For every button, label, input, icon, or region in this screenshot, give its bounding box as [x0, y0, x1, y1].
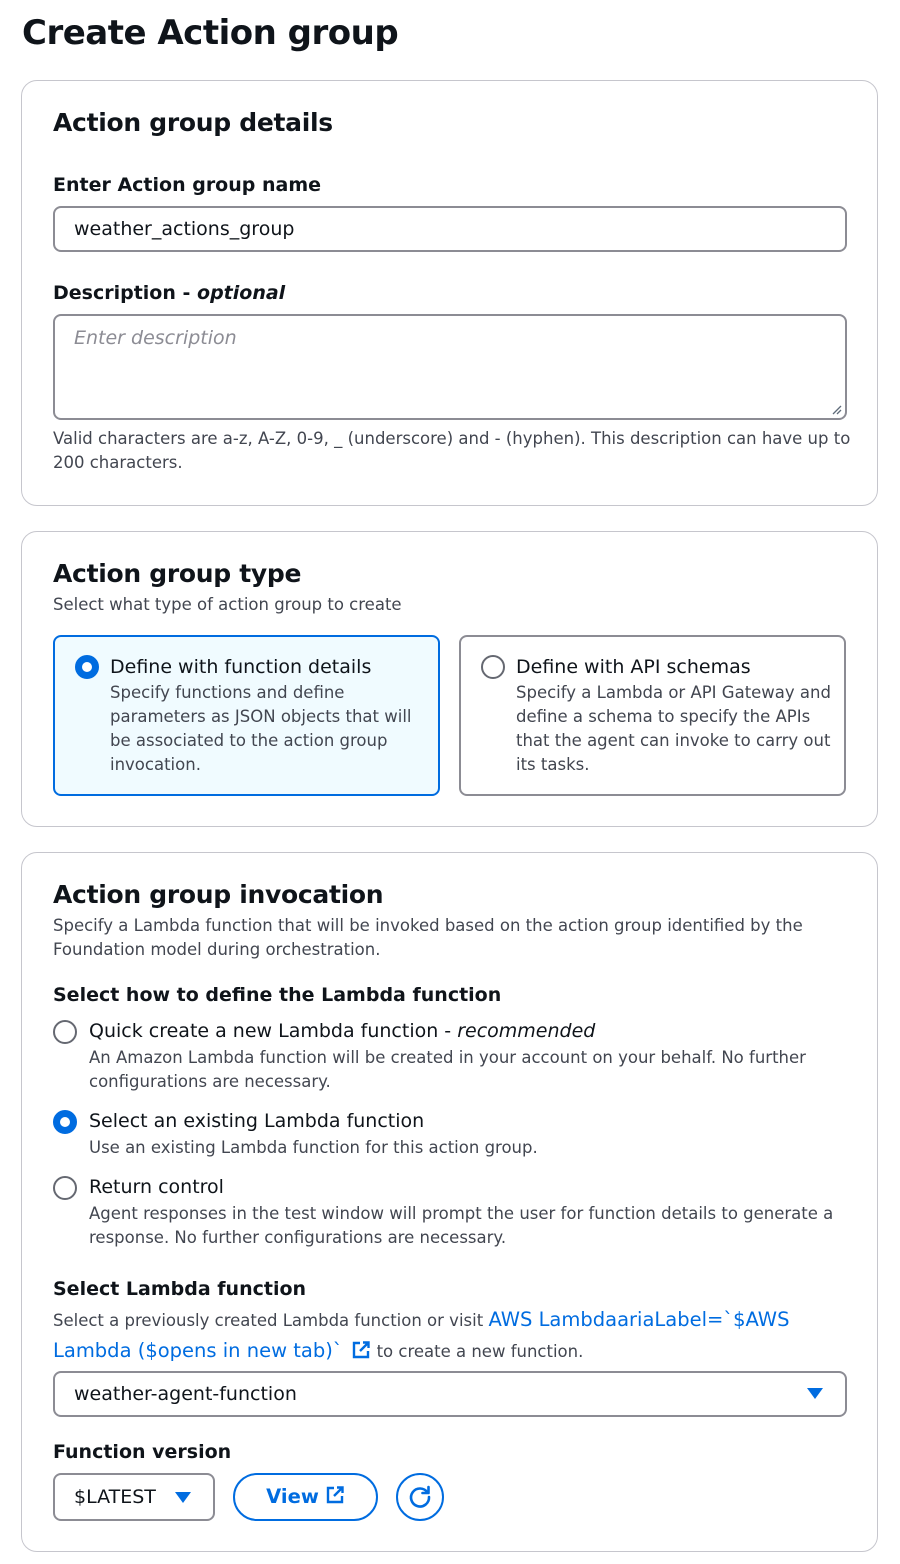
aws-lambda-link[interactable]: AWS LambdaariaLabel=`$AWS Lambda ($opens in new tab)`	[53, 1308, 790, 1362]
invocation-subtitle: Specify a Lambda function that will be invoked based on the action group identified by the Foundation model during orchestration.	[53, 916, 803, 959]
option-existing-lambda-desc: Use an existing Lambda function for this action group.	[89, 1138, 538, 1157]
refresh-button[interactable]	[396, 1473, 444, 1521]
radio-quick-create[interactable]	[53, 1020, 77, 1044]
tile-function-details-title: Define with function details	[110, 656, 372, 678]
caret-down-icon	[807, 1388, 823, 1399]
action-group-type-panel	[21, 531, 878, 827]
function-version-select[interactable]	[53, 1473, 215, 1521]
option-return-control-title[interactable]: Return control	[89, 1176, 224, 1198]
tile-api-schemas-desc: Specify a Lambda or API Gateway and define a schema to specify the APIs that the agent can invoke to carry out its tasks.	[516, 683, 831, 774]
lambda-function-select[interactable]	[53, 1371, 847, 1417]
option-existing-lambda-title[interactable]: Select an existing Lambda function	[89, 1110, 425, 1132]
define-lambda-label: Select how to define the Lambda function	[53, 984, 502, 1006]
option-quick-create-desc: An Amazon Lambda function will be created in your account on your behalf. No further configurations are necessary.	[89, 1048, 806, 1091]
view-button[interactable]: View	[233, 1473, 378, 1521]
tile-api-schemas-title: Define with API schemas	[516, 656, 751, 678]
action-group-invocation-panel	[21, 852, 878, 1552]
refresh-icon	[407, 1484, 433, 1510]
description-placeholder: Enter description	[74, 327, 237, 349]
option-quick-create-title[interactable]: Quick create a new Lambda function - recommended	[89, 1020, 596, 1042]
tile-function-details-desc: Specify functions and define parameters as JSON objects that will be associated to the action group invocation.	[110, 683, 412, 774]
resize-grip-icon[interactable]	[830, 403, 842, 415]
page-title: Create Action group	[22, 13, 399, 53]
select-lambda-label: Select Lambda function	[53, 1278, 307, 1300]
caret-down-icon	[175, 1492, 191, 1503]
radio-return-control[interactable]	[53, 1176, 77, 1200]
external-link-icon[interactable]	[351, 1340, 371, 1360]
type-heading: Action group type	[53, 559, 302, 588]
radio-existing-lambda[interactable]	[53, 1110, 77, 1134]
external-link-icon	[325, 1485, 345, 1505]
description-help-text: Valid characters are a-z, A-Z, 0-9, _ (underscore) and - (hyphen). This description can have up to 200 characters.	[53, 429, 851, 472]
action-group-name-input[interactable]: weather_actions_group	[53, 206, 847, 252]
option-return-control-desc: Agent responses in the test window will prompt the user for function details to generate a response. No further configurations are necessary.	[89, 1204, 834, 1247]
radio-api-schemas[interactable]	[481, 655, 505, 679]
type-subtitle: Select what type of action group to create	[53, 595, 402, 614]
invocation-heading: Action group invocation	[53, 880, 384, 909]
lambda-function-value: weather-agent-function	[74, 1383, 297, 1405]
description-textarea[interactable]	[53, 314, 847, 420]
details-heading: Action group details	[53, 108, 333, 137]
tile-function-details[interactable]	[53, 635, 440, 796]
name-label: Enter Action group name	[53, 174, 322, 196]
tile-api-schemas[interactable]	[459, 635, 846, 796]
function-version-value: $LATEST	[74, 1486, 156, 1508]
action-group-details-panel	[21, 80, 878, 506]
radio-function-details[interactable]	[75, 655, 99, 679]
description-label: Description - optional	[53, 282, 286, 304]
function-version-label: Function version	[53, 1441, 232, 1463]
lambda-help-text: Select a previously created Lambda function or visit AWS LambdaariaLabel=`$AWS Lambda ($opens in new tab)` to create a new function.	[53, 1308, 790, 1362]
